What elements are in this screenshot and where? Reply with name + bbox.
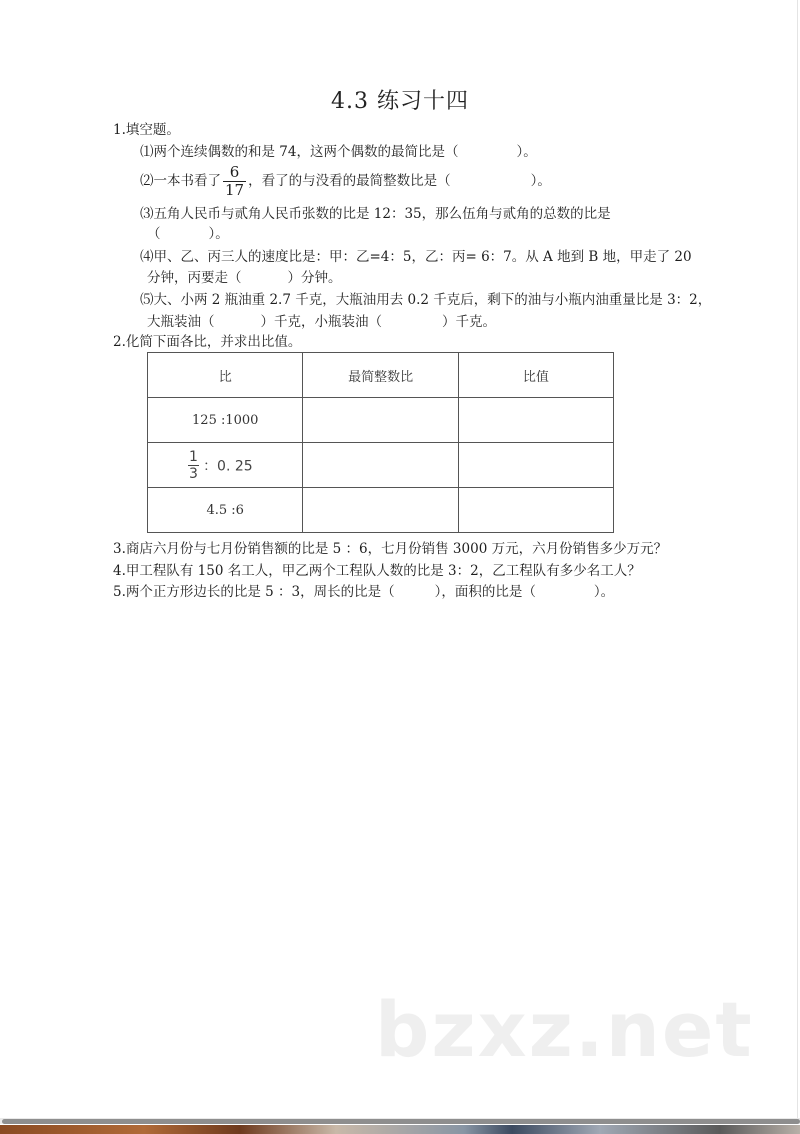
table-row — [148, 488, 614, 533]
question-1-2 — [140, 163, 551, 199]
q2-text: ⑵一本书看了 — [140, 173, 221, 189]
ratio-cell: $\frac{1}{3}$ ：0. 25 — [148, 443, 303, 488]
question-1-4-line1: ⑷甲、乙、丙三人的速度比是：甲：乙=4：5，乙：丙= 6：7。从 A 地到 B 地，甲走了 20 — [140, 249, 692, 265]
q2-text-after: ，看了的与没看的最简整数比是（ — [248, 173, 451, 189]
question-1-1 — [140, 143, 537, 161]
question-1-5-line1: ⑸大、小两 2 瓶油重 2.7 千克，大瓶油用去 0.2 千克后，剩下的油与小瓶内油重量比是 3：2， — [140, 292, 712, 308]
horizontal-scrollbar-thumb[interactable] — [2, 1119, 800, 1124]
simplest-cell — [303, 443, 458, 488]
question-3: 3.商店六月份与七月份销售额的比是 5 ：6，七月份销售 3000 万元，六月份销售多少万元？ — [113, 541, 668, 557]
ratio-table — [147, 352, 614, 533]
question-1-3-line1: ⑶五角人民币与贰角人民币张数的比是 12：35，那么伍角与贰角的总数的比是 — [140, 206, 611, 222]
ratio-cell: 125 :1000 — [148, 398, 303, 443]
simplest-cell — [303, 398, 458, 443]
question-1-5-line2: 大瓶装油（ ）千克，小瓶装油（ ）千克。 — [147, 314, 496, 330]
background-image-strip — [0, 1125, 800, 1134]
value-cell — [458, 398, 613, 443]
page-title: 4.3 练习十四 — [331, 89, 469, 114]
fraction-1-3: $\frac{1}{3}$ — [189, 448, 198, 482]
question-5: 5.两个正方形边长的比是 5 ：3，周长的比是（ ），面积的比是（ ）。 — [113, 584, 615, 600]
table-row — [148, 398, 614, 443]
question-1-4-line2: 分钟，丙要走（ ）分钟。 — [147, 270, 342, 286]
question-4: 4.甲工程队有 150 名工人，甲乙两个工程队人数的比是 3：2，乙工程队有多少名工人？ — [113, 563, 641, 579]
table-row — [148, 443, 614, 488]
question-1-3-line2: （ ）。 — [147, 226, 229, 242]
table-header-row — [148, 353, 614, 398]
value-cell — [458, 488, 613, 533]
section-1-heading: 1.填空题。 — [113, 122, 180, 138]
ratio-cell: 4.5 :6 — [148, 488, 303, 533]
simplest-cell — [303, 488, 458, 533]
q1-text: ⑴两个连续偶数的和是 74，这两个偶数的最简比是（ — [140, 144, 459, 160]
watermark: bzxz.net — [375, 985, 754, 1074]
q2-close: ）。 — [530, 173, 551, 189]
value-cell — [458, 443, 613, 488]
table-header-simplest: 最简整数比 — [303, 353, 458, 398]
fraction-6-17: $\frac{6}{17}$ — [225, 163, 245, 199]
section-2-heading: 2.化简下面各比，并求出比值。 — [113, 334, 302, 350]
table-header-value: 比值 — [458, 353, 613, 398]
q1-close: ）。 — [516, 144, 537, 160]
table-header-ratio: 比 — [148, 353, 303, 398]
